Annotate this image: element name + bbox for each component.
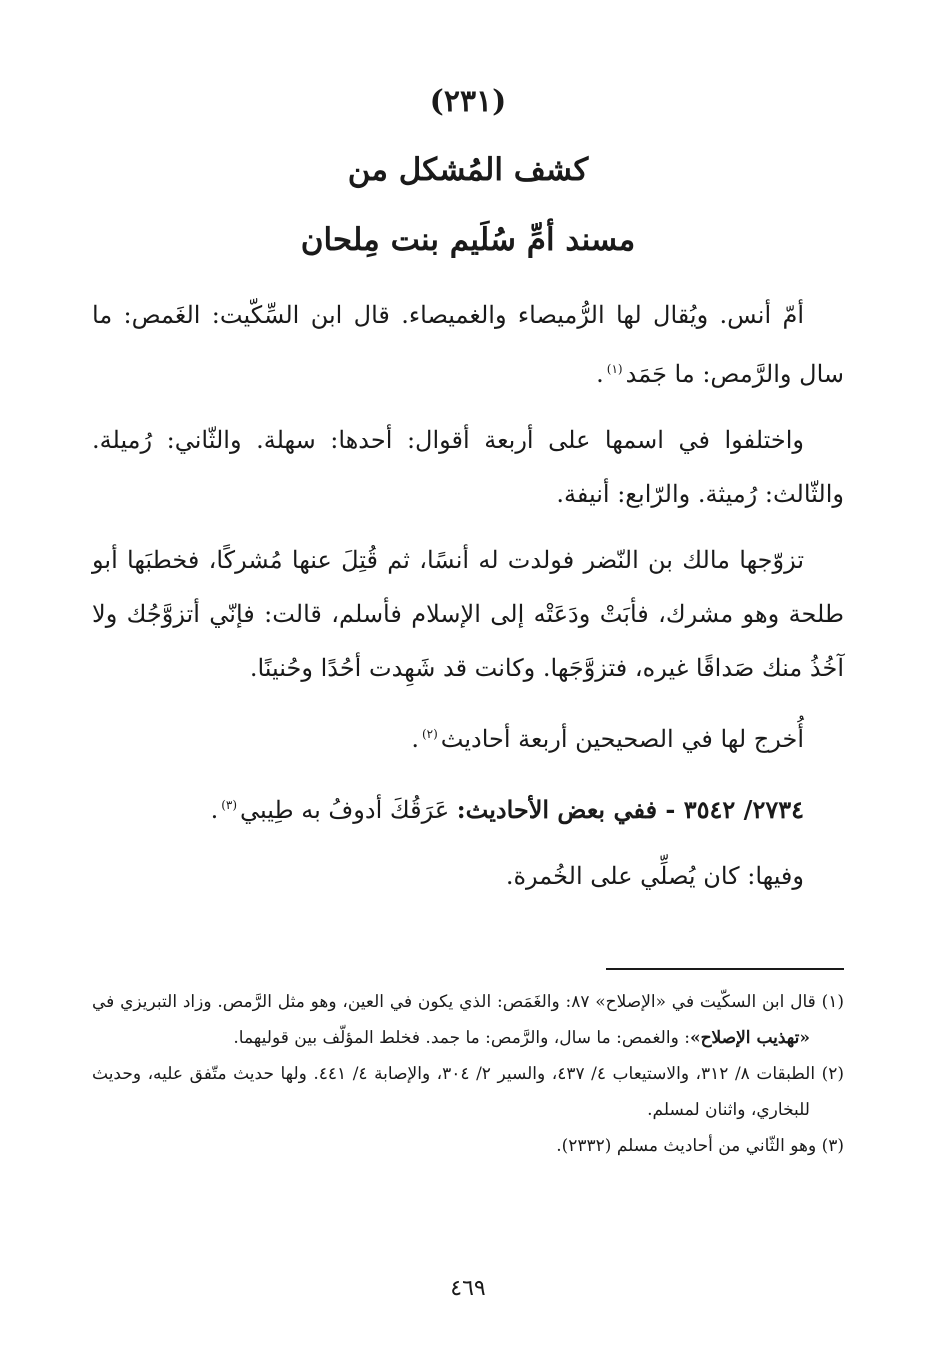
main-text	[92, 288, 844, 915]
footnote-1-text-b: : والغمص: ما سال، والرَّمص: ما جمد. فخلط المؤلّف بين قوليهما.	[233, 1028, 690, 1048]
paragraph-intro-end: .	[596, 360, 604, 388]
chapter-title-line2: مسند أمِّ سُلَيم بنت مِلحان	[300, 222, 636, 258]
paragraph-intro	[92, 288, 844, 401]
footnote-ref-1: (١)	[606, 362, 623, 376]
paragraph-intro-text: أمّ أنس. ويُقال لها الرُّميصاء والغميصاء. قال ابن السِّكّيت: الغَمص: ما سال والرَّمص: ما جَمَد	[92, 301, 844, 388]
footnote-1	[92, 984, 844, 1056]
paragraph-names: واختلفوا في اسمها على أربعة أقوال: أحدها: سهلة. والثّاني: رُميلة. والثّالث: رُميثة. والرّابع: أنيفة.	[92, 426, 844, 508]
footnote-ref-2: (٢)	[421, 727, 438, 741]
footnotes	[92, 984, 844, 1164]
footnote-2: (٢) الطبقات ٨/ ٣١٢، والاستيعاب ٤/ ٤٣٧، والسير ٢/ ٣٠٤، والإصابة ٤/ ٤٤١. ولها حديث متّفق عليه، وحديث للبخاري، واثنان لمسلم.	[92, 1064, 844, 1120]
hadith-end: .	[210, 796, 219, 824]
paragraph-hadith-count-end: .	[411, 725, 419, 753]
chapter-number: (٢٣١)	[429, 84, 507, 119]
hadith-number: ٢٧٣٤/ ٣٥٤٢ - ففي بعض الأحاديث:	[456, 795, 804, 824]
paragraph-hadith-count-text: أُخرج لها في الصحيحين أربعة أحاديث	[440, 725, 804, 753]
paragraph-marriage: تزوّجها مالك بن النّضر فولدت له أنسًا، ثم قُتِلَ عنها مُشركًا، فخطبَها أبو طلحة وهو مشرك، فأبَتْ ودَعَتْه إلى الإسلام فأسلم، قالت: فإنّي أتزوَّجُك ولا آخُذُ منك صَداقًا غيره، فتزوَّجَها. وكانت قد شَهِدت أحُدًا وحُنينًا.	[92, 546, 844, 682]
page-number: ٤٦٩	[450, 1276, 486, 1301]
hadith-entry	[92, 778, 844, 837]
footnote-1-book-title: «تهذيب الإصلاح»	[689, 1028, 810, 1048]
paragraph-hadith-count	[92, 707, 844, 766]
footnote-divider	[606, 968, 844, 970]
hadith-text: عَرَقُكَ أدوفُ به طِيبي	[240, 796, 450, 824]
chapter-title-line1: كشف المُشكل من	[347, 152, 589, 188]
footnote-ref-3: (٣)	[221, 798, 238, 812]
footnote-3: (٣) وهو الثّاني من أحاديث مسلم (٢٣٣٢).	[556, 1136, 844, 1156]
paragraph-khumra: وفيها: كان يُصلِّي على الخُمرة.	[505, 862, 804, 890]
footnote-1-text-a: (١) قال ابن السكّيت في «الإصلاح» ٨٧: والغَمَص: الذي يكون في العين، وهو مثل الرَّمص. وزاد التبريزي في	[92, 992, 844, 1012]
